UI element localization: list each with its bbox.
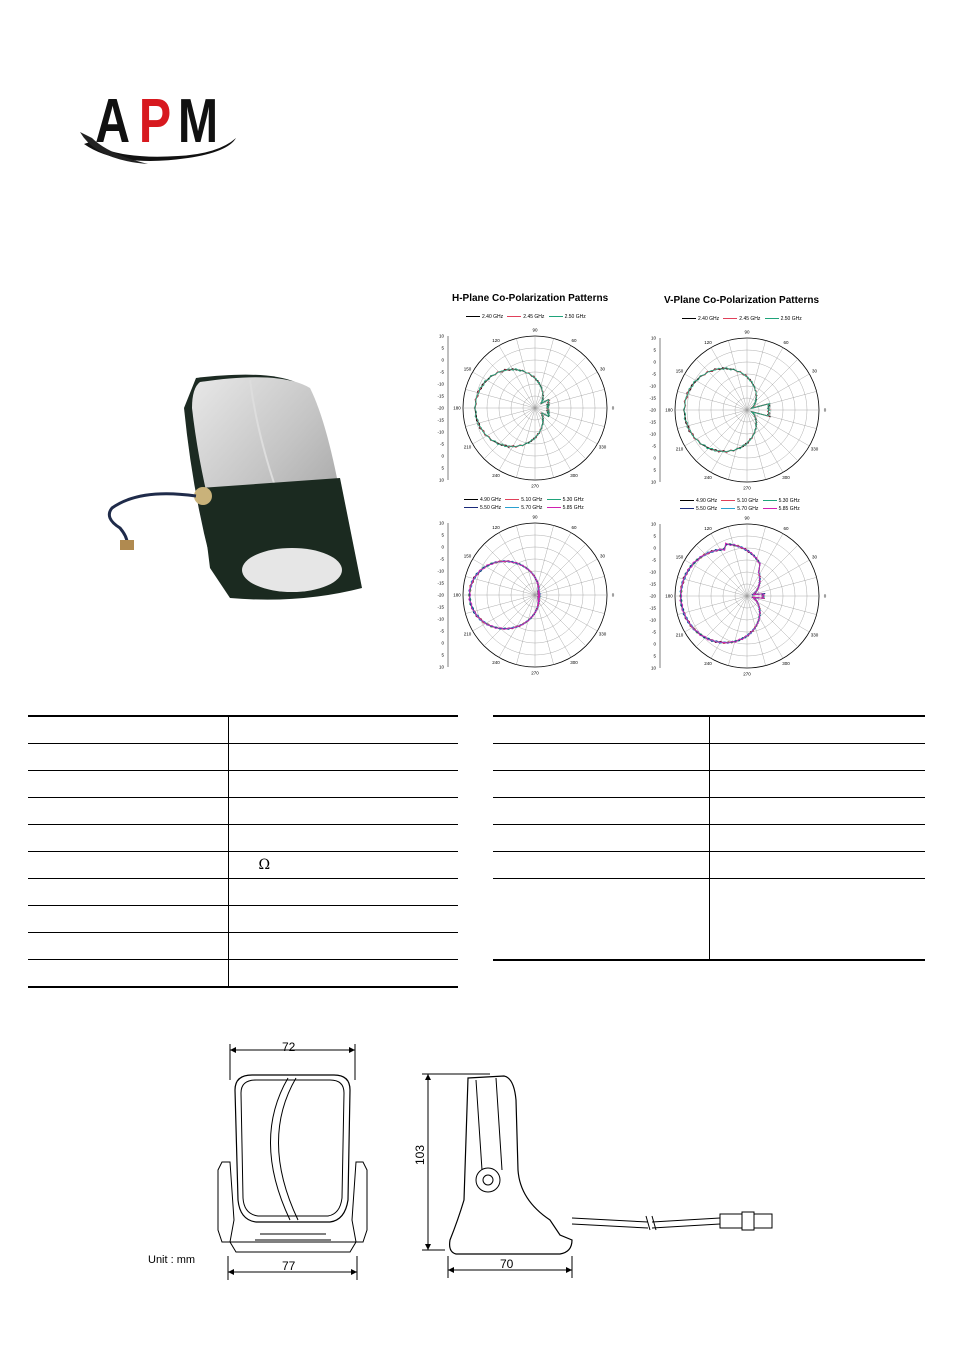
pattern-trace [680,543,764,643]
v-plane-title: V-Plane Co-Polarization Patterns [664,295,820,306]
v-plane-legend-24 [682,316,802,322]
table-row [28,879,458,906]
radial-tick-label: -10 [437,429,444,435]
radial-tick-label: 10 [650,521,656,527]
radial-tick-label: 0 [441,640,444,646]
table-cell [28,825,228,852]
table-row [28,852,458,879]
radial-tick-label: 0 [653,359,656,365]
angle-tick-label: 0 [611,592,615,598]
h-plane-legend-24 [466,314,586,320]
dimension-drawing [200,1030,800,1280]
angle-tick-label: 330 [810,446,819,452]
table-cell [493,825,709,852]
table-cell [28,852,228,879]
table-cell [228,825,458,852]
legend-item: 5.85 GHz [778,506,800,512]
table-cell [228,960,458,988]
table-cell [709,798,925,825]
legend-item: 5.70 GHz [737,506,759,512]
angle-tick-label: 90 [744,329,750,335]
radial-tick-label: 0 [441,357,444,363]
radial-tick-label: -5 [651,443,656,449]
table-row [28,771,458,798]
angle-tick-label: 300 [570,473,578,479]
logo-letter-a: A [95,86,131,156]
angle-tick-label: 240 [704,475,712,481]
table-cell [709,744,925,771]
angle-tick-label: 150 [675,554,684,560]
table-cell [709,879,925,961]
legend-item: 5.30 GHz [778,498,800,504]
radial-tick-label: 0 [441,453,444,459]
angle-tick-label: 210 [675,446,684,452]
table-cell [493,716,709,744]
h-plane-title: H-Plane Co-Polarization Patterns [452,293,609,304]
legend-item: 5.70 GHz [521,505,543,511]
radial-tick-label: 10 [650,335,656,341]
angle-tick-label: 270 [531,483,539,489]
radial-tick-label: -5 [439,628,444,634]
legend-item: 2.40 GHz [698,316,720,322]
logo-letter-m: M [177,86,219,156]
h-plane-polar-chart-2.4ghz [428,323,618,493]
angle-tick-label: 90 [532,514,538,520]
table-cell [493,879,709,961]
angle-tick-label: 270 [743,485,751,491]
radial-tick-label: 10 [438,664,444,670]
logo-letter-p: P [138,86,172,156]
angle-tick-label: 210 [463,631,472,637]
v-plane-polar-chart-5ghz [640,511,830,681]
table-cell [228,716,458,744]
radial-tick-label: 10 [438,477,444,483]
table-cell [228,771,458,798]
angle-tick-label: 150 [463,553,472,559]
table-cell [28,798,228,825]
radial-tick-label: -5 [651,629,656,635]
angle-tick-label: 180 [453,592,461,598]
angle-tick-label: 30 [812,368,818,374]
angle-tick-label: 150 [463,366,472,372]
legend-item: 4.90 GHz [696,498,718,504]
radial-tick-label: 5 [653,653,656,659]
radial-tick-label: -20 [437,405,444,411]
legend-item: 2.45 GHz [739,316,761,322]
radial-tick-label: -10 [649,617,656,623]
dimension-width-bottom: 77 [282,1259,296,1273]
radial-tick-label: -5 [651,371,656,377]
angle-tick-label: 60 [571,524,577,530]
legend-item: 2.45 GHz [523,314,545,320]
legend-item: 5.50 GHz [696,506,718,512]
radial-tick-label: 0 [653,641,656,647]
angle-tick-label: 120 [704,339,712,345]
angle-tick-label: 270 [531,670,539,676]
angle-tick-label: 240 [492,473,500,479]
legend-item: 2.50 GHz [780,316,802,322]
radial-tick-label: -5 [439,441,444,447]
radial-tick-label: -15 [437,604,444,610]
angle-tick-label: 60 [783,525,789,531]
radial-tick-label: -20 [649,593,656,599]
table-cell [493,798,709,825]
radial-tick-label: 5 [653,467,656,473]
table-cell [228,906,458,933]
angle-tick-label: 60 [571,337,577,343]
dimension-height: 103 [413,1144,427,1165]
table-cell [28,906,228,933]
angle-tick-label: 300 [570,660,578,666]
legend-item: 5.30 GHz [562,497,584,503]
angle-tick-label: 150 [675,368,684,374]
table-cell [28,771,228,798]
radial-tick-label: -10 [649,569,656,575]
angle-tick-label: 120 [492,524,500,530]
angle-tick-label: 240 [492,660,500,666]
unit-label: Unit : mm [148,1254,196,1266]
table-row [493,825,925,852]
table-cell [28,960,228,988]
table-cell [493,771,709,798]
radial-tick-label: -10 [437,381,444,387]
radial-tick-label: -10 [437,616,444,622]
radial-tick-label: -5 [439,556,444,562]
radial-tick-label: -20 [649,407,656,413]
angle-tick-label: 90 [744,515,750,521]
table-cell [228,744,458,771]
table-cell [709,716,925,744]
angle-tick-label: 330 [598,631,607,637]
table-row [493,798,925,825]
radial-tick-label: -15 [649,419,656,425]
h-plane-polar-chart-5ghz [428,510,618,680]
radial-tick-label: 0 [653,545,656,551]
radial-tick-label: -10 [437,568,444,574]
angle-tick-label: 180 [453,405,461,411]
angle-tick-label: 270 [743,671,751,677]
table-cell [493,852,709,879]
radial-tick-label: 10 [650,479,656,485]
table-cell [228,798,458,825]
radial-tick-label: 5 [653,347,656,353]
dimension-depth: 70 [500,1257,514,1271]
table-row [493,744,925,771]
dimension-width-top: 72 [282,1040,296,1054]
radial-tick-label: 10 [438,520,444,526]
angle-tick-label: 240 [704,661,712,667]
table-cell [28,933,228,960]
angle-tick-label: 300 [782,661,790,667]
radial-tick-label: -15 [437,417,444,423]
angle-tick-label: 30 [812,554,818,560]
radial-tick-label: 5 [441,465,444,471]
legend-item: 4.90 GHz [480,497,502,503]
radial-tick-label: 10 [650,665,656,671]
legend-item: 5.50 GHz [480,505,502,511]
angle-tick-label: 180 [665,407,673,413]
radial-tick-label: 0 [653,455,656,461]
angle-tick-label: 0 [823,593,827,599]
table-row [493,716,925,744]
radial-tick-label: -15 [437,580,444,586]
table-row [28,798,458,825]
angle-tick-label: 0 [823,407,827,413]
table-row [28,906,458,933]
angle-tick-label: 120 [704,525,712,531]
table-cell [709,825,925,852]
legend-item: 5.10 GHz [521,497,543,503]
table-cell [709,852,925,879]
apm-logo [78,72,238,172]
radial-tick-label: 5 [441,345,444,351]
table-cell [28,744,228,771]
table-cell [228,933,458,960]
spec-table-right [493,715,925,961]
radial-tick-label: 0 [441,544,444,550]
angle-tick-label: 90 [532,327,538,333]
table-row [28,716,458,744]
radial-tick-label: -10 [649,383,656,389]
radial-tick-label: -20 [437,592,444,598]
angle-tick-label: 180 [665,593,673,599]
angle-tick-label: 210 [675,632,684,638]
table-row [493,771,925,798]
angle-tick-label: 330 [810,632,819,638]
antenna-product-photo [100,368,370,620]
legend-item: 5.10 GHz [737,498,759,504]
angle-tick-label: 60 [783,339,789,345]
angle-tick-label: 0 [611,405,615,411]
omega-symbol: Ω [258,857,271,873]
table-row [493,852,925,879]
table-cell [228,852,458,879]
table-cell [493,744,709,771]
angle-tick-label: 120 [492,337,500,343]
table-cell [28,716,228,744]
radial-tick-label: -15 [649,605,656,611]
radial-tick-label: -15 [649,581,656,587]
radial-tick-label: 5 [653,533,656,539]
angle-tick-label: 300 [782,475,790,481]
legend-item: 2.50 GHz [564,314,586,320]
v-plane-polar-chart-2.4ghz [640,325,830,495]
angle-tick-label: 330 [598,444,607,450]
legend-item: 5.85 GHz [562,505,584,511]
radial-tick-label: -5 [651,557,656,563]
table-cell [709,771,925,798]
table-cell [28,879,228,906]
table-row [28,744,458,771]
angle-tick-label: 30 [600,366,606,372]
radial-tick-label: 5 [441,532,444,538]
table-row [28,933,458,960]
radial-tick-label: -15 [649,395,656,401]
table-row [28,960,458,988]
radial-tick-label: -5 [439,369,444,375]
table-cell [228,879,458,906]
table-row [28,825,458,852]
spec-table-left [28,715,458,988]
radial-tick-label: -10 [649,431,656,437]
table-row [493,879,925,961]
radial-tick-label: 5 [441,652,444,658]
radial-tick-label: -15 [437,393,444,399]
angle-tick-label: 210 [463,444,472,450]
angle-tick-label: 30 [600,553,606,559]
radial-tick-label: 10 [438,333,444,339]
legend-item: 2.40 GHz [482,314,504,320]
